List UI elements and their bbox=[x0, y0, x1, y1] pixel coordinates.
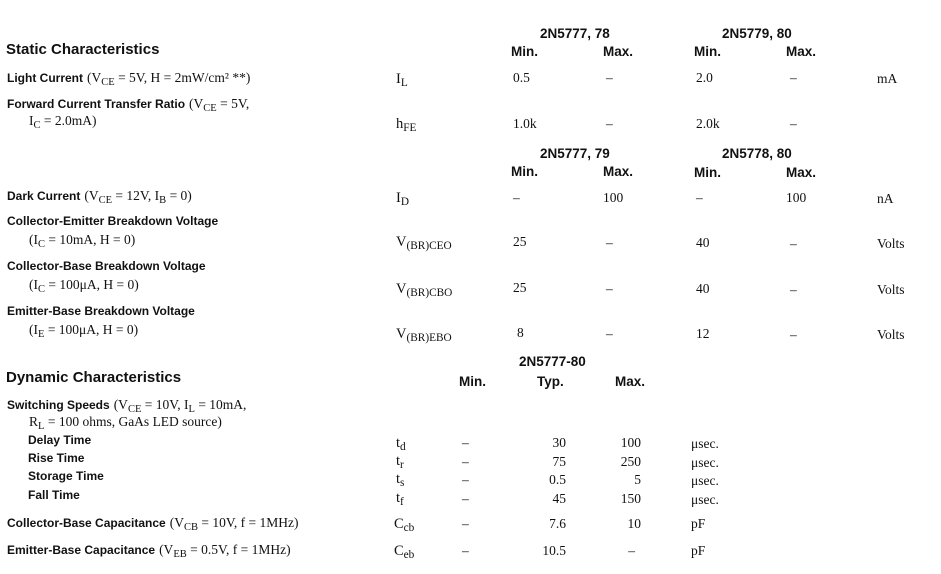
param-condition: ($V_{CE} = 5V$, bbox=[189, 96, 250, 114]
param-bv-ceo-label: Collector-Emitter Breakdown Voltage bbox=[7, 214, 219, 228]
symbol-il: $I_L$ bbox=[396, 71, 408, 89]
param-condition-line2: $I_C = 2.0mA$) bbox=[29, 113, 97, 131]
unit: μsec. bbox=[691, 492, 719, 507]
value-min-a: 1.0k bbox=[513, 116, 537, 131]
value-min-a: 0.5 bbox=[513, 70, 530, 85]
value-min: – bbox=[462, 516, 469, 531]
param-label: Light Current bbox=[7, 71, 83, 85]
symbol-ts: $t_s$ bbox=[396, 471, 405, 489]
value-min-b: 2.0k bbox=[696, 116, 720, 131]
param-ccb bbox=[7, 514, 299, 532]
value-min-b: 2.0 bbox=[696, 70, 713, 85]
value-typ: 75 bbox=[552, 454, 566, 469]
param-condition: ($I_E = 100\mu A$, H = 0) bbox=[29, 322, 139, 340]
device-header-2n5777-78: 2N5777, 78 bbox=[540, 26, 610, 41]
param-hfe bbox=[7, 95, 249, 113]
param-condition: ($V_{CE} = 10V$, $I_L = 10mA$, bbox=[113, 397, 247, 415]
unit: pF bbox=[691, 543, 706, 558]
param-condition: ($V_{CE} = 12V$, $I_B = 0$) bbox=[84, 188, 192, 206]
symbol-tr: $t_r$ bbox=[396, 453, 404, 471]
symbol-ccb: $C_{cb}$ bbox=[394, 516, 415, 534]
section-title-dynamic: Dynamic Characteristics bbox=[6, 369, 182, 386]
value-typ: 0.5 bbox=[549, 472, 566, 487]
unit: Volts bbox=[877, 282, 905, 297]
param-ceb bbox=[7, 541, 291, 559]
col-min-a: Min. bbox=[511, 164, 538, 179]
col-max-b: Max. bbox=[786, 165, 817, 180]
param-label: Dark Current bbox=[7, 189, 81, 203]
param-condition-line2: $R_L = 100$ ohms, GaAs LED source) bbox=[29, 414, 222, 432]
value-typ: 7.6 bbox=[549, 516, 566, 531]
value-min: – bbox=[462, 454, 469, 469]
value-typ: 10.5 bbox=[542, 543, 566, 558]
param-condition: ($I_C = 100\mu A$, H = 0) bbox=[29, 277, 139, 295]
unit: mA bbox=[877, 71, 898, 86]
value-max: 150 bbox=[620, 491, 641, 506]
value-max-b: – bbox=[790, 327, 797, 342]
unit: nA bbox=[877, 191, 894, 206]
param-label: Collector-Base Capacitance bbox=[7, 516, 166, 530]
param-label: Forward Current Transfer Ratio bbox=[7, 97, 186, 111]
symbol-hfe: $h_{FE}$ bbox=[396, 116, 417, 134]
param-condition: ($V_{EB} = 0.5V$, f = 1MHz) bbox=[159, 542, 291, 560]
value-max: – bbox=[628, 543, 635, 558]
value-max-a: – bbox=[606, 116, 613, 131]
value-max: 5 bbox=[634, 472, 641, 487]
value-max-b: 100 bbox=[786, 190, 807, 205]
col-typ: Typ. bbox=[537, 374, 564, 389]
value-max: 10 bbox=[627, 516, 641, 531]
value-min: – bbox=[462, 491, 469, 506]
param-light-current bbox=[7, 69, 250, 87]
value-min-a: – bbox=[513, 190, 520, 205]
device-header-2n5778-80: 2N5778, 80 bbox=[722, 146, 792, 161]
symbol-v-br-ebo: $V_{(BR)EBO}$ bbox=[396, 326, 452, 344]
col-max-a: Max. bbox=[603, 44, 634, 59]
value-max-b: – bbox=[790, 282, 797, 297]
param-condition: ($V_{CE} = 5V$, H = 2mW/cm² **) bbox=[87, 70, 251, 88]
value-min-a: 25 bbox=[513, 234, 527, 249]
param-bv-ebo-label: Emitter-Base Breakdown Voltage bbox=[7, 304, 195, 318]
param-label: Switching Speeds bbox=[7, 398, 110, 412]
col-max: Max. bbox=[615, 374, 646, 389]
unit: Volts bbox=[877, 327, 905, 342]
value-typ: 45 bbox=[552, 491, 566, 506]
unit: μsec. bbox=[691, 473, 719, 488]
param-bv-cbo-label: Collector-Base Breakdown Voltage bbox=[7, 259, 206, 273]
symbol-v-br-ceo: $V_{(BR)CEO}$ bbox=[396, 234, 452, 252]
unit: μsec. bbox=[691, 455, 719, 470]
device-header-2n5777-80: 2N5777-80 bbox=[519, 354, 586, 369]
value-min: – bbox=[462, 472, 469, 487]
symbol-id: $I_D$ bbox=[396, 190, 410, 208]
value-min-b: 12 bbox=[696, 326, 710, 341]
value-max-b: – bbox=[790, 70, 797, 85]
symbol-tf: $t_f$ bbox=[396, 490, 404, 508]
param-dark-current bbox=[7, 187, 192, 205]
param-switching-speeds bbox=[7, 396, 246, 414]
fall-time-label: Fall Time bbox=[28, 488, 80, 502]
section-title-static: Static Characteristics bbox=[6, 41, 160, 58]
value-min: – bbox=[462, 435, 469, 450]
rise-time-label: Rise Time bbox=[28, 451, 85, 465]
col-min-b: Min. bbox=[694, 44, 721, 59]
device-header-2n5779-80: 2N5779, 80 bbox=[722, 26, 792, 41]
storage-time-label: Storage Time bbox=[28, 469, 104, 483]
symbol-td: $t_d$ bbox=[396, 435, 406, 453]
param-label: Emitter-Base Capacitance bbox=[7, 543, 156, 557]
symbol-ceb: $C_{eb}$ bbox=[394, 543, 415, 561]
value-max-b: – bbox=[790, 116, 797, 131]
value-max-a: 100 bbox=[603, 190, 624, 205]
param-condition: ($V_{CB} = 10V$, f = 1MHz) bbox=[169, 515, 299, 533]
symbol-v-br-cbo: $V_{(BR)CBO}$ bbox=[396, 281, 453, 299]
col-min-a: Min. bbox=[511, 44, 538, 59]
value-min-b: 40 bbox=[696, 281, 710, 296]
value-min-a: 8 bbox=[517, 325, 524, 340]
unit: Volts bbox=[877, 236, 905, 251]
value-max-b: – bbox=[790, 236, 797, 251]
unit: pF bbox=[691, 516, 706, 531]
value-max-a: – bbox=[606, 235, 613, 250]
device-header-2n5777-79: 2N5777, 79 bbox=[540, 146, 610, 161]
param-condition: ($I_C = 10mA$, H = 0) bbox=[29, 232, 136, 250]
value-max-a: – bbox=[606, 326, 613, 341]
col-max-a: Max. bbox=[603, 164, 634, 179]
unit: μsec. bbox=[691, 436, 719, 451]
value-max-a: – bbox=[606, 70, 613, 85]
value-min-b: 40 bbox=[696, 235, 710, 250]
value-max: 100 bbox=[620, 435, 641, 450]
value-typ: 30 bbox=[552, 435, 566, 450]
value-max-a: – bbox=[606, 281, 613, 296]
value-min-b: – bbox=[696, 190, 703, 205]
col-min-b: Min. bbox=[694, 165, 721, 180]
col-min: Min. bbox=[459, 374, 486, 389]
value-max: 250 bbox=[620, 454, 641, 469]
value-min: – bbox=[462, 543, 469, 558]
col-max-b: Max. bbox=[786, 44, 817, 59]
value-min-a: 25 bbox=[513, 280, 527, 295]
delay-time-label: Delay Time bbox=[28, 433, 92, 447]
